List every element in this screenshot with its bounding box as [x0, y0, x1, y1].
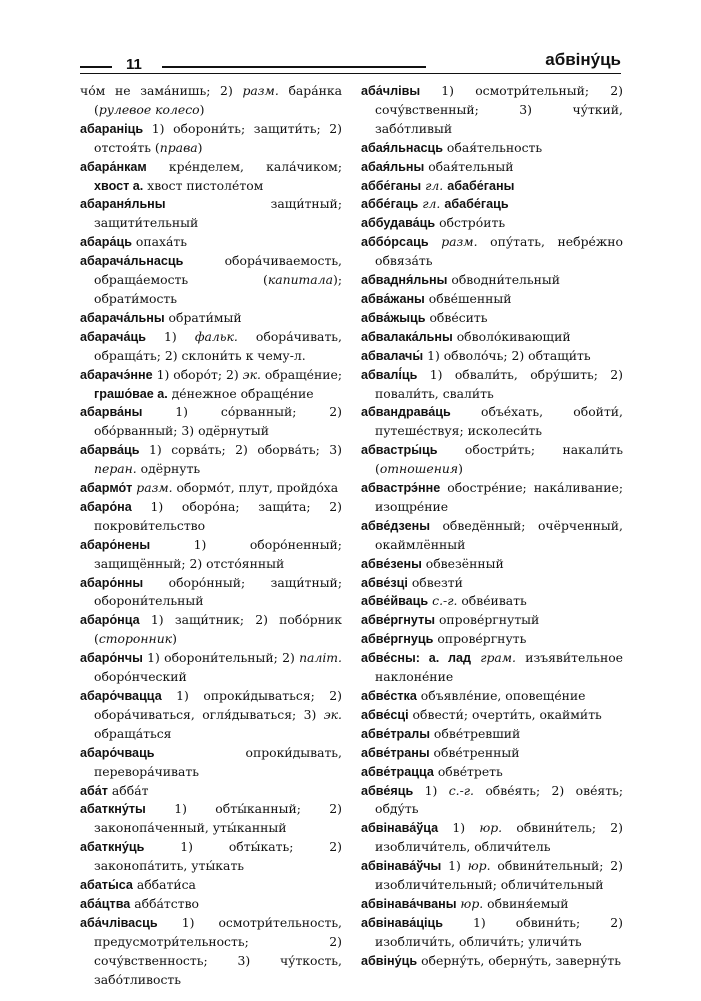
entry-label: с.-г.: [448, 782, 474, 798]
entry-headword: абве́яць: [361, 783, 414, 798]
entry-text: защи́тный; защити́тельный: [94, 196, 342, 231]
dictionary-entry: [80, 195, 342, 233]
entry-text: обволо́кивающий: [452, 328, 571, 344]
dictionary-entry: [80, 838, 342, 876]
dictionary-entry: [361, 914, 623, 952]
entry-headword: аба́цтва: [80, 896, 131, 911]
entry-text: обраща́ться: [94, 725, 172, 741]
dictionary-entry: [80, 687, 342, 744]
dictionary-entry: [361, 139, 623, 158]
entry-headword: абаткну́ць: [80, 840, 145, 855]
entry-headword: грашо́вае а.: [94, 386, 168, 401]
entry-headword: абабе́гаць: [444, 197, 509, 212]
entry-headword: абвінава́ўчы: [361, 859, 442, 874]
entry-text: хвост пистоле́том: [143, 177, 264, 193]
dictionary-entry: [361, 82, 623, 139]
dictionary-entry: [80, 536, 342, 574]
dictionary-entry: [361, 706, 623, 725]
entry-text: абба́т: [107, 782, 149, 798]
dictionary-entry: [361, 347, 623, 366]
entry-headword: абве́ргнуты: [361, 613, 435, 628]
entry-label: паліт.: [299, 650, 342, 666]
entry-headword: абвалачы́: [361, 348, 424, 363]
dictionary-entry: [361, 233, 623, 271]
entry-headword: абве́тралы: [361, 726, 430, 741]
dictionary-entry: [361, 555, 623, 574]
entry-text: обводни́тельный: [447, 272, 561, 288]
entry-text: изъяви́тельное наклоне́ние: [375, 650, 623, 685]
entry-headword: абаты́са: [80, 878, 133, 893]
entry-headword: аббе́ганы: [361, 178, 422, 193]
entry-headword: абарача́льны: [80, 310, 165, 325]
dictionary-entry: [361, 592, 623, 611]
entry-text: 1) оборони́ть; защити́ть; 2) отстоя́ть (: [94, 120, 342, 155]
entry-text: 1) сорва́ть; 2) оборва́ть; 3): [139, 442, 342, 458]
entry-label: капитала: [267, 272, 333, 288]
entry-text: де́нежное обраще́ние: [167, 385, 314, 401]
entry-label: разм.: [136, 480, 173, 496]
entry-headword: абвалі́ць: [361, 367, 418, 382]
entry-text: обве́шенный: [424, 290, 512, 306]
entry-label: эк.: [242, 366, 261, 382]
dictionary-entry: [80, 309, 342, 328]
entry-headword: абараніць: [80, 121, 144, 136]
entry-headword: абве́сны: а. лад: [361, 651, 471, 666]
dictionary-entry: [80, 876, 342, 895]
entry-label: юр.: [460, 895, 484, 911]
entry-text: 1): [145, 328, 195, 344]
dictionary-entry: [80, 744, 342, 782]
entry-text: опу́тать, небре́жно обвяза́ть: [375, 234, 623, 269]
dictionary-entry: [80, 895, 342, 914]
entry-label: права: [159, 139, 198, 155]
entry-text: обвезённый: [421, 555, 504, 571]
dictionary-entry: [361, 574, 623, 593]
entry-text: ): [458, 461, 463, 477]
dictionary-entry: [80, 120, 342, 158]
dictionary-entry: [361, 177, 623, 196]
entry-text: 1): [441, 858, 468, 874]
entry-text: опрове́ргнуть: [433, 631, 527, 647]
entry-text: 1) осмотри́тельность, предусмотри́тельность; 2) сочу́вственность; 3) чу́ткость, забо́тливость: [94, 914, 342, 987]
entry-headword: абаро́нчы: [80, 651, 143, 666]
entry-text: 1) обвини́ть; 2) изобличи́ть, обличи́ть; уличи́ть: [375, 914, 623, 949]
entry-headword: аббо́рсаць: [361, 235, 429, 250]
entry-headword: абарача́льнасць: [80, 254, 184, 269]
entry-label: перан.: [94, 461, 137, 477]
entry-text: обстро́ить: [435, 215, 506, 231]
entry-text: аббати́са: [132, 877, 196, 893]
entry-headword: абаткну́ты: [80, 802, 146, 817]
entry-text: обве́тренный: [429, 744, 520, 760]
dictionary-entry: [361, 630, 623, 649]
entry-label: сторонник: [98, 631, 173, 647]
entry-headword: абве́зены: [361, 556, 422, 571]
entry-headword: абве́зці: [361, 575, 408, 590]
dictionary-entry: [80, 82, 342, 120]
dictionary-entry: [80, 479, 342, 498]
left-column: [80, 82, 342, 990]
entry-text: обвини́тель; 2) изобличи́тель, обличи́тель: [375, 820, 623, 855]
entry-label: разм.: [242, 83, 279, 98]
entry-label: юр.: [467, 858, 491, 874]
entry-headword: абарачэ́нне: [80, 367, 153, 382]
dictionary-entry: [80, 914, 342, 990]
entry-headword: абара́нкам: [80, 159, 147, 174]
entry-headword: абве́ргнуць: [361, 632, 434, 647]
entry-text: одёрнуть: [136, 461, 201, 477]
entry-text: обвести́; очерти́ть, окайми́ть: [408, 706, 602, 722]
entry-text: обве́ивать: [457, 593, 527, 609]
entry-headword: абабе́ганы: [447, 178, 515, 193]
dictionary-entry: [361, 895, 623, 914]
entry-label: эк.: [323, 706, 342, 722]
dictionary-entry: [361, 366, 623, 404]
entry-text: 1) осмотри́тельный; 2) сочу́вственный; 3) чу́ткий, забо́тливый: [375, 83, 623, 136]
entry-label: с.-г.: [432, 593, 458, 609]
entry-headword: аббе́гаць: [361, 197, 419, 212]
dictionary-entry: [361, 687, 623, 706]
dictionary-entry: [80, 233, 342, 252]
dictionary-entry: [80, 366, 342, 404]
entry-label: фальк.: [194, 328, 238, 344]
entry-text: оборо́нный; защи́тный; оборони́тельный: [94, 574, 342, 609]
entry-text: 1) обвали́ть, обру́шить; 2) повали́ть, свали́ть: [375, 366, 623, 401]
entry-text: бара́нка (: [94, 83, 343, 117]
entry-label: гл.: [422, 196, 441, 212]
entry-text: чо́м не зама́нишь; 2): [80, 83, 243, 98]
entry-headword: абве́сці: [361, 707, 409, 722]
entry-text: опрове́ргнутый: [435, 612, 540, 628]
dictionary-entry: [361, 309, 623, 328]
dictionary-entry: [361, 744, 623, 763]
entry-headword: абараня́льны: [80, 197, 166, 212]
entry-text: ): [199, 101, 205, 117]
entry-headword: абве́траны: [361, 745, 430, 760]
entry-headword: абарва́ць: [80, 443, 140, 458]
entry-text: обраще́ние;: [260, 366, 342, 382]
entry-headword: аба́т: [80, 783, 108, 798]
dictionary-entry: [361, 195, 623, 214]
entry-headword: абаро́чваць: [80, 745, 155, 760]
entry-text: 1) со́рванный; 2) обо́рванный; 3) одёрнутый: [94, 404, 342, 439]
dictionary-entry: [361, 725, 623, 744]
entry-text: обрати́мый: [164, 309, 242, 325]
entry-headword: аба́члівы: [361, 84, 421, 98]
dictionary-entry: [80, 328, 342, 366]
entry-headword: аба́члівасць: [80, 915, 158, 930]
entry-text: оборо́нческий: [94, 669, 187, 685]
entry-text: абба́тство: [130, 895, 199, 911]
entry-text: обостре́ние; нака́ливание; изощре́ние: [375, 480, 623, 514]
entry-text: [471, 650, 480, 665]
entry-label: разм.: [441, 234, 478, 250]
header-underline: [80, 73, 621, 74]
dictionary-entry: [80, 782, 342, 801]
entry-text: обве́ять; 2) ове́ять; обду́ть: [375, 782, 623, 817]
entry-headword: абарача́ць: [80, 329, 146, 344]
entry-headword: абве́стка: [361, 689, 417, 703]
dictionary-entry: [361, 819, 623, 857]
dictionary-entry: [80, 498, 342, 536]
dictionary-entry: [361, 763, 623, 782]
entry-text: обормо́т, плут, пройдо́ха: [172, 480, 339, 496]
entry-text: 1) оборо́т; 2): [152, 366, 243, 382]
entry-text: обведённый; очёрченный, окаймлённый: [375, 517, 623, 552]
entry-headword: абаро́чвацца: [80, 689, 162, 703]
entry-text: объе́хать, обойти́, путеше́ствуя; исколеси́ть: [375, 404, 623, 439]
header-rule-left: [80, 66, 112, 68]
entry-label: гл.: [425, 177, 444, 193]
entry-text: обостри́ть; накали́ть (: [375, 442, 623, 477]
entry-headword: абаро́на: [80, 499, 132, 514]
entry-headword: абва́жаны: [361, 291, 425, 306]
entry-headword: абва́жыць: [361, 310, 426, 325]
entry-headword: абвалака́льны: [361, 329, 453, 344]
entry-label: рулевое колесо: [98, 101, 200, 117]
dictionary-entry: [80, 574, 342, 612]
entry-text: опроки́дывать, перевора́чивать: [94, 744, 342, 779]
dictionary-entry: [80, 403, 342, 441]
page-number: 11: [126, 56, 142, 73]
entry-text: кре́нделем, кала́чиком;: [146, 158, 342, 174]
entry-text: 1) оборони́тельный; 2): [142, 650, 300, 666]
entry-text: [429, 234, 442, 249]
entry-text: 1) защи́тник; 2) побо́рник (: [94, 612, 342, 647]
entry-text: 1) обволо́чь; 2) обтащи́ть: [423, 347, 591, 363]
dictionary-entry: [361, 403, 623, 441]
entry-headword: абарва́ны: [80, 405, 143, 420]
running-head: абвіну́ць: [545, 50, 621, 69]
entry-label: грам.: [480, 650, 516, 666]
entry-text: 1) обты́канный; 2) законопа́ченный, уты́канный: [94, 801, 342, 836]
entry-headword: абара́ць: [80, 235, 132, 250]
dictionary-entry: [361, 857, 623, 895]
entry-text: опаха́ть: [131, 234, 187, 250]
entry-text: обая́тельный: [424, 158, 514, 174]
dictionary-entry: [361, 290, 623, 309]
dictionary-entry: [361, 441, 623, 479]
entry-headword: абаро́нца: [80, 613, 140, 628]
entry-text: 1) оборо́ненный; защищённый; 2) отсто́янный: [94, 536, 342, 571]
entry-text: обвини́тельный; 2) изобличи́тельный; обличи́тельный: [375, 858, 623, 893]
entry-text: ): [172, 631, 177, 647]
entry-text: ): [197, 139, 203, 155]
entry-headword: абаро́нны: [80, 575, 144, 590]
entry-label: юр.: [479, 820, 503, 836]
entry-headword: хвост а.: [94, 178, 144, 193]
entry-headword: аббудава́ць: [361, 216, 436, 231]
entry-headword: абвінава́ўца: [361, 821, 439, 836]
entry-text: 1): [438, 820, 480, 836]
dictionary-entry: [361, 517, 623, 555]
right-column: [361, 82, 623, 971]
entry-text: обве́сить: [425, 309, 488, 325]
dictionary-entry: [80, 158, 342, 196]
dictionary-entry: [80, 800, 342, 838]
dictionary-entry: [361, 158, 623, 177]
dictionary-entry: [80, 441, 342, 479]
dictionary-entry: [80, 611, 342, 649]
dictionary-entry: [361, 328, 623, 347]
entry-headword: абаро́нены: [80, 537, 151, 552]
entry-headword: абве́йваць: [361, 594, 429, 609]
entry-label: отношения: [379, 461, 459, 477]
entry-headword: абвадня́льны: [361, 273, 448, 288]
dictionary-entry: [80, 252, 342, 309]
entry-text: 1) оборо́на; защи́та; 2) покрови́тельство: [94, 498, 342, 533]
entry-headword: абве́дзены: [361, 518, 430, 533]
entry-text: 1): [413, 782, 449, 798]
entry-text: обвиня́емый: [483, 895, 569, 911]
entry-text: 1) опроки́дываться; 2) обора́чиваться, огля́дываться; 3): [94, 688, 342, 722]
entry-headword: абвіну́ць: [361, 953, 418, 968]
entry-text: ); обрати́мость: [94, 272, 342, 306]
entry-text: обве́треть: [433, 763, 503, 779]
entry-headword: абвінава́ціць: [361, 915, 443, 930]
entry-text: оберну́ть, оберну́ть, заверну́ть: [417, 952, 622, 968]
dictionary-entry: [361, 214, 623, 233]
entry-headword: абая́льнасць: [361, 140, 443, 155]
entry-headword: абве́трацца: [361, 764, 434, 779]
entry-text: обора́чиваемость, обраща́емость (: [94, 253, 342, 288]
entry-headword: абармо́т: [80, 481, 133, 496]
entry-headword: абвінава́чваны: [361, 896, 457, 911]
entry-text: объявле́ние, оповеще́ние: [416, 688, 586, 703]
dictionary-entry: [361, 271, 623, 290]
entry-headword: абвастры́ць: [361, 443, 438, 458]
entry-headword: абвандрава́ць: [361, 405, 451, 420]
dictionary-entry: [361, 479, 623, 517]
entry-text: обве́тревший: [429, 725, 521, 741]
dictionary-entry: [361, 782, 623, 820]
entry-text: обвезти́: [407, 574, 463, 590]
entry-text: 1) обты́кать; 2) законопа́тить, уты́кать: [94, 839, 342, 874]
entry-headword: абвастрэ́нне: [361, 481, 441, 496]
dictionary-entry: [80, 649, 342, 687]
dictionary-entry: [361, 611, 623, 630]
dictionary-entry: [361, 649, 623, 687]
entry-text: обая́тельность: [442, 139, 543, 155]
header-rule-middle: [162, 66, 426, 68]
entry-text: обора́чивать, обраща́ть; 2) склони́ть к чему-л.: [94, 328, 342, 363]
entry-headword: абая́льны: [361, 159, 425, 174]
dictionary-entry: [361, 952, 623, 971]
